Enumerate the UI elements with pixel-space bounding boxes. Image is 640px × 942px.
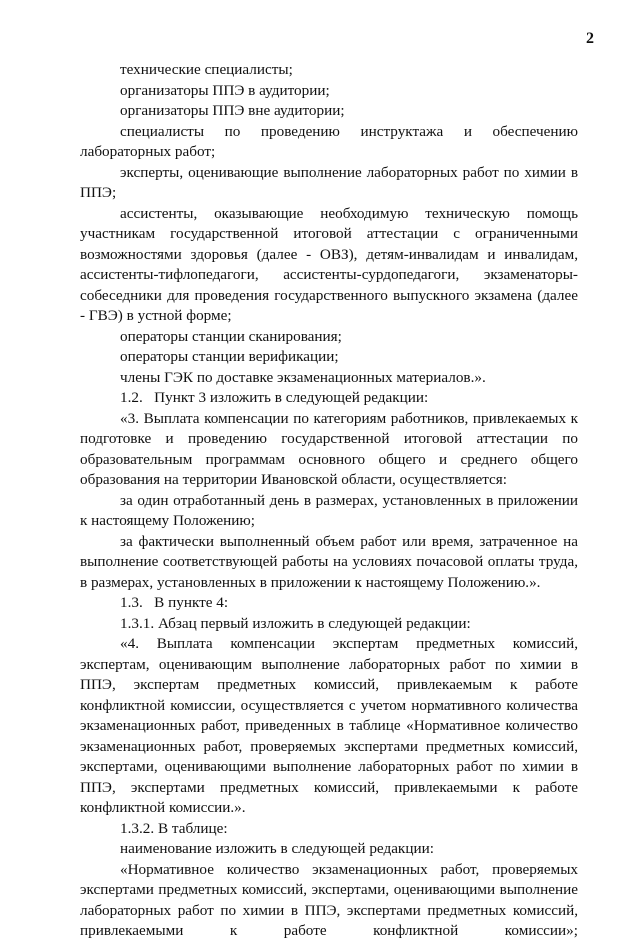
paragraph: «Нормативное количество экзаменационных работ, проверяемых экспертами предметных комиссий, экспертами, оценивающими выполнение лабораторных работ по химии в ППЭ, экспертами предметных комиссий, привлекаемыми к работе конфликтной комиссии»; [80,860,578,939]
paragraph: 1.2. Пункт 3 изложить в следующей редакции: [120,389,429,406]
paragraph: 1.3.1. Абзац первый изложить в следующей редакции: [120,614,471,632]
paragraph: 1.3.2. В таблице: [120,819,228,837]
paragraph: операторы станции верификации; [120,348,339,365]
paragraph: «3. Выплата компенсации по категориям работников, привлекаемых к подготовке и проведению государственной итоговой аттестации по образовательным программам основного общего и среднего общего образования на территории Ивановской области, осуществляется: [80,409,578,488]
page-number: 2 [586,30,594,47]
paragraph: за фактически выполненный объем работ или время, затраченное на выполнение соответствующей работы на условиях почасовой оплаты труда, в размерах, установленных в приложении к настоящему Положению.». [80,532,578,591]
paragraph: операторы станции сканирования; [120,327,342,345]
document-body [80,60,578,942]
paragraph: эксперты, оценивающие выполнение лабораторных работ по химии в ППЭ; [80,163,578,201]
paragraph: 1.3. В пункте 4: [120,594,229,611]
paragraph: специалисты по проведению инструктажа и обеспечению лабораторных работ; [80,122,578,160]
paragraph: члены ГЭК по доставке экзаменационных материалов.». [120,368,486,386]
paragraph: ассистенты, оказывающие необходимую техническую помощь участникам государственной итоговой аттестации с ограниченными возможностями здоровья (далее - ОВЗ), детям-инвалидам и инвалидам, ассистенты-тифлопедагоги, ассистенты-сурдопедагоги, экзаменаторы-собеседники для проведения государственного выпускного экзамена (далее - ГВЭ) в устной форме; [80,204,578,324]
paragraph: технические специалисты; [120,61,293,78]
paragraph: за один отработанный день в размерах, установленных в приложении к настоящему Положению; [80,491,578,529]
paragraph: «4. Выплата компенсации экспертам предметных комиссий, экспертам, оценивающим выполнение лабораторных работ по химии в ППЭ, экспертам предметных комиссий, привлекаемым к работе конфликтной комиссии, осуществляется с учетом нормативного количества экзаменационных работ, приведенных в таблице «Нормативное количество экзаменационных работ, проверяемых экспертами предметных комиссий, экспертами, оценивающими выполнение лабораторных работ по химии в ППЭ, экспертами предметных комиссий, привлекаемыми к работе конфликтной комиссии.». [80,635,578,816]
paragraph: организаторы ППЭ вне аудитории; [120,102,345,119]
paragraph: наименование изложить в следующей редакции: [120,840,434,857]
paragraph: организаторы ППЭ в аудитории; [120,81,330,99]
